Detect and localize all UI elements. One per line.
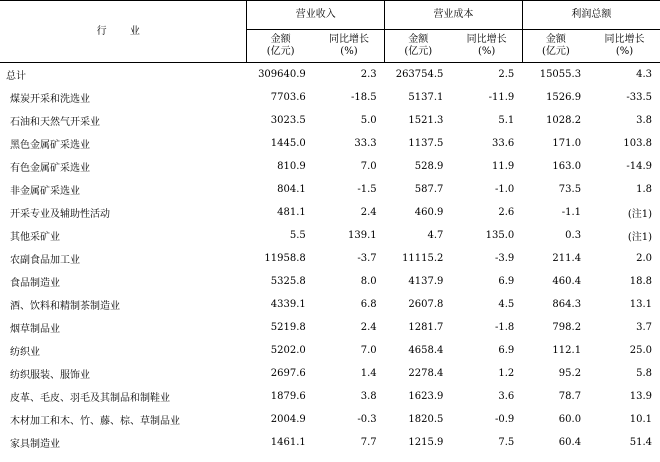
cost-amount-cell: 1521.3 bbox=[408, 115, 444, 126]
amount-label: 金额 bbox=[408, 34, 429, 45]
revenue-amount-cell: 481.1 bbox=[277, 207, 306, 218]
industry-name-cell: 石油和天然气开采业 bbox=[10, 117, 100, 128]
profit-amount-cell: 798.2 bbox=[552, 322, 582, 333]
revenue-amount-cell: 7703.6 bbox=[270, 92, 306, 103]
industry-header: 行 业 bbox=[0, 1, 247, 63]
industry-name-cell: 烟草制品业 bbox=[10, 324, 60, 335]
profit-growth-cell: (注1) bbox=[627, 232, 652, 243]
cost-amount-cell: 1137.5 bbox=[408, 138, 444, 149]
cost-amount-cell: 11115.2 bbox=[402, 253, 444, 264]
industry-name-cell: 纺织业 bbox=[10, 347, 40, 358]
revenue-growth-cell: 2.4 bbox=[360, 322, 377, 333]
profit-growth-cell: 3.7 bbox=[636, 322, 652, 333]
revenue-growth-cell: -0.3 bbox=[357, 414, 377, 425]
industry-name-cell: 食品制造业 bbox=[10, 278, 60, 289]
table-row bbox=[0, 63, 660, 87]
industry-name-cell: 其他采矿业 bbox=[10, 232, 60, 243]
table-row bbox=[0, 178, 660, 201]
cost-group-header: 营业成本 bbox=[385, 1, 523, 30]
profit-amount-cell: -1.1 bbox=[561, 207, 582, 218]
growth-label: 同比增长 bbox=[466, 34, 507, 45]
cost-growth-cell: 135.0 bbox=[485, 230, 515, 241]
revenue-growth-cell: 7.0 bbox=[360, 345, 377, 356]
revenue-amount-cell: 2697.6 bbox=[270, 368, 306, 379]
table-row bbox=[0, 385, 660, 408]
industry-name-cell: 酒、饮料和精制茶制造业 bbox=[10, 301, 120, 312]
revenue-growth-cell: 139.1 bbox=[347, 230, 377, 241]
table-row bbox=[0, 201, 660, 224]
revenue-growth-cell: -1.5 bbox=[357, 184, 377, 195]
profit-amount-cell: 78.7 bbox=[558, 391, 582, 402]
table-row bbox=[0, 431, 660, 454]
cost-amount-cell: 2278.4 bbox=[408, 368, 444, 379]
profit-amount-cell: 95.2 bbox=[558, 368, 582, 379]
cost-growth-cell: 2.5 bbox=[498, 69, 515, 80]
industry-name-cell: 非金属矿采选业 bbox=[10, 186, 80, 197]
industry-name-cell: 纺织服装、服饰业 bbox=[10, 370, 90, 381]
table-row bbox=[0, 362, 660, 385]
table-row bbox=[0, 247, 660, 270]
cost-growth-cell: 11.9 bbox=[492, 161, 515, 172]
revenue-amount-cell: 11958.8 bbox=[264, 253, 306, 264]
profit-amount-cell: 112.1 bbox=[552, 345, 582, 356]
industry-name-cell: 农副食品加工业 bbox=[10, 255, 80, 266]
profit-growth-cell: 51.4 bbox=[629, 437, 652, 448]
profit-growth-cell: -14.9 bbox=[626, 161, 652, 172]
table-row bbox=[0, 316, 660, 339]
profit-amount-cell: 60.0 bbox=[558, 414, 582, 425]
growth-unit: (%) bbox=[615, 46, 634, 57]
profit-amount-cell: 211.4 bbox=[552, 253, 582, 264]
cost-growth-cell: 6.9 bbox=[498, 345, 515, 356]
profit-growth-cell: 13.9 bbox=[629, 391, 652, 402]
table-row bbox=[0, 224, 660, 247]
table-row bbox=[0, 132, 660, 155]
amount-unit: (亿元) bbox=[542, 46, 570, 57]
revenue-amount-cell: 804.1 bbox=[277, 184, 306, 195]
industry-name-cell: 开采专业及辅助性活动 bbox=[10, 209, 110, 220]
amount-label: 金额 bbox=[270, 34, 291, 45]
profit-growth-cell: 10.1 bbox=[629, 414, 652, 425]
industry-name-cell: 黑色金属矿采选业 bbox=[10, 140, 90, 151]
profit-amount-cell: 1028.2 bbox=[546, 115, 582, 126]
revenue-growth-cell: 5.0 bbox=[360, 115, 377, 126]
revenue-amount-cell: 1461.1 bbox=[270, 437, 306, 448]
industry-name-cell: 皮革、毛皮、羽毛及其制品和制鞋业 bbox=[10, 393, 170, 404]
profit-amount-cell: 864.3 bbox=[552, 299, 582, 310]
cost-amount-cell: 4658.4 bbox=[408, 345, 444, 356]
profit-growth-cell: (注1) bbox=[627, 209, 652, 220]
cost-amount-cell: 1281.7 bbox=[408, 322, 444, 333]
revenue-amount-cell: 5202.0 bbox=[270, 345, 306, 356]
revenue-amount-header bbox=[247, 30, 314, 63]
profit-amount-cell: 0.3 bbox=[565, 230, 582, 241]
cost-amount-cell: 2607.8 bbox=[408, 299, 444, 310]
profit-growth-cell: 103.8 bbox=[623, 138, 652, 149]
revenue-growth-cell: -3.7 bbox=[357, 253, 377, 264]
industry-name-cell: 总计 bbox=[6, 71, 26, 82]
industry-name-cell: 木材加工和木、竹、藤、棕、草制品业 bbox=[10, 416, 180, 427]
profit-amount-cell: 15055.3 bbox=[539, 69, 582, 80]
revenue-growth-cell: 33.3 bbox=[354, 138, 377, 149]
revenue-amount-cell: 5325.8 bbox=[270, 276, 306, 287]
profit-growth-cell: -33.5 bbox=[626, 92, 652, 103]
amount-unit: (亿元) bbox=[266, 46, 295, 57]
cost-growth-cell: 7.5 bbox=[498, 437, 515, 448]
growth-unit: (%) bbox=[340, 46, 358, 57]
amount-unit: (亿元) bbox=[404, 46, 433, 57]
profit-amount-header bbox=[522, 30, 589, 63]
table-row bbox=[0, 86, 660, 109]
revenue-amount-cell: 5219.8 bbox=[270, 322, 306, 333]
profit-growth-cell: 3.8 bbox=[636, 115, 652, 126]
cost-amount-cell: 5137.1 bbox=[408, 92, 444, 103]
cost-amount-cell: 460.9 bbox=[414, 207, 444, 218]
industry-name-cell: 煤炭开采和洗选业 bbox=[10, 94, 90, 105]
revenue-growth-header bbox=[314, 30, 385, 63]
cost-growth-cell: 4.5 bbox=[498, 299, 515, 310]
revenue-growth-cell: 7.0 bbox=[360, 161, 377, 172]
revenue-amount-cell: 309640.9 bbox=[258, 69, 306, 80]
cost-growth-cell: -11.9 bbox=[488, 92, 515, 103]
cost-amount-cell: 587.7 bbox=[414, 184, 444, 195]
revenue-growth-cell: 6.8 bbox=[360, 299, 377, 310]
table-row bbox=[0, 339, 660, 362]
industry-name-cell: 家具制造业 bbox=[10, 439, 60, 450]
profit-growth-cell: 2.0 bbox=[636, 253, 652, 264]
cost-growth-cell: 6.9 bbox=[498, 276, 515, 287]
cost-amount-cell: 1215.9 bbox=[408, 437, 444, 448]
cost-growth-cell: 33.6 bbox=[492, 138, 515, 149]
profit-growth-header bbox=[589, 30, 660, 63]
table-row bbox=[0, 155, 660, 178]
cost-amount-cell: 4137.9 bbox=[408, 276, 444, 287]
header-row-groups bbox=[0, 1, 660, 30]
revenue-amount-cell: 1445.0 bbox=[270, 138, 306, 149]
growth-label: 同比增长 bbox=[604, 34, 645, 45]
cost-growth-cell: 5.1 bbox=[498, 115, 515, 126]
cost-growth-header bbox=[451, 30, 522, 63]
cost-amount-header bbox=[385, 30, 452, 63]
profit-group-header: 利润总额 bbox=[522, 1, 660, 30]
revenue-amount-cell: 1879.6 bbox=[270, 391, 306, 402]
revenue-growth-cell: 8.0 bbox=[360, 276, 377, 287]
cost-amount-cell: 4.7 bbox=[427, 230, 444, 241]
revenue-growth-cell: 3.8 bbox=[360, 391, 377, 402]
table-row bbox=[0, 270, 660, 293]
cost-growth-cell: -1.0 bbox=[494, 184, 515, 195]
industry-name-cell: 有色金属矿采选业 bbox=[10, 163, 90, 174]
table-row bbox=[0, 293, 660, 316]
table-row bbox=[0, 408, 660, 431]
cost-amount-cell: 1820.5 bbox=[408, 414, 444, 425]
profit-amount-cell: 171.0 bbox=[552, 138, 582, 149]
table-body bbox=[0, 63, 660, 455]
revenue-growth-cell: -18.5 bbox=[350, 92, 377, 103]
profit-growth-cell: 18.8 bbox=[629, 276, 652, 287]
profit-amount-cell: 73.5 bbox=[558, 184, 582, 195]
cost-growth-cell: 1.2 bbox=[498, 368, 515, 379]
revenue-group-header: 营业收入 bbox=[247, 1, 385, 30]
profit-amount-cell: 163.0 bbox=[552, 161, 582, 172]
cost-amount-cell: 528.9 bbox=[414, 161, 444, 172]
table-row bbox=[0, 109, 660, 132]
revenue-growth-cell: 2.3 bbox=[360, 69, 377, 80]
amount-label: 金额 bbox=[545, 34, 566, 45]
growth-label: 同比增长 bbox=[328, 34, 369, 45]
profit-amount-cell: 60.4 bbox=[558, 437, 582, 448]
revenue-amount-cell: 4339.1 bbox=[270, 299, 306, 310]
revenue-growth-cell: 2.4 bbox=[360, 207, 377, 218]
cost-amount-cell: 1623.9 bbox=[408, 391, 444, 402]
profit-growth-cell: 25.0 bbox=[629, 345, 652, 356]
revenue-growth-cell: 7.7 bbox=[360, 437, 377, 448]
cost-growth-cell: 2.6 bbox=[498, 207, 515, 218]
cost-growth-cell: -3.9 bbox=[494, 253, 515, 264]
profit-growth-cell: 1.8 bbox=[636, 184, 652, 195]
profit-growth-cell: 5.8 bbox=[636, 368, 652, 379]
profit-amount-cell: 460.4 bbox=[552, 276, 582, 287]
profit-growth-cell: 4.3 bbox=[636, 69, 652, 80]
cost-growth-cell: -1.8 bbox=[494, 322, 515, 333]
profit-amount-cell: 1526.9 bbox=[546, 92, 582, 103]
revenue-amount-cell: 810.9 bbox=[277, 161, 306, 172]
revenue-growth-cell: 1.4 bbox=[360, 368, 377, 379]
revenue-amount-cell: 5.5 bbox=[289, 230, 306, 241]
cost-growth-cell: -0.9 bbox=[494, 414, 515, 425]
cost-growth-cell: 3.6 bbox=[498, 391, 515, 402]
profit-growth-cell: 13.1 bbox=[629, 299, 652, 310]
cost-amount-cell: 263754.5 bbox=[395, 69, 444, 80]
growth-unit: (%) bbox=[477, 46, 496, 57]
revenue-amount-cell: 3023.5 bbox=[270, 115, 306, 126]
revenue-amount-cell: 2004.9 bbox=[270, 414, 306, 425]
